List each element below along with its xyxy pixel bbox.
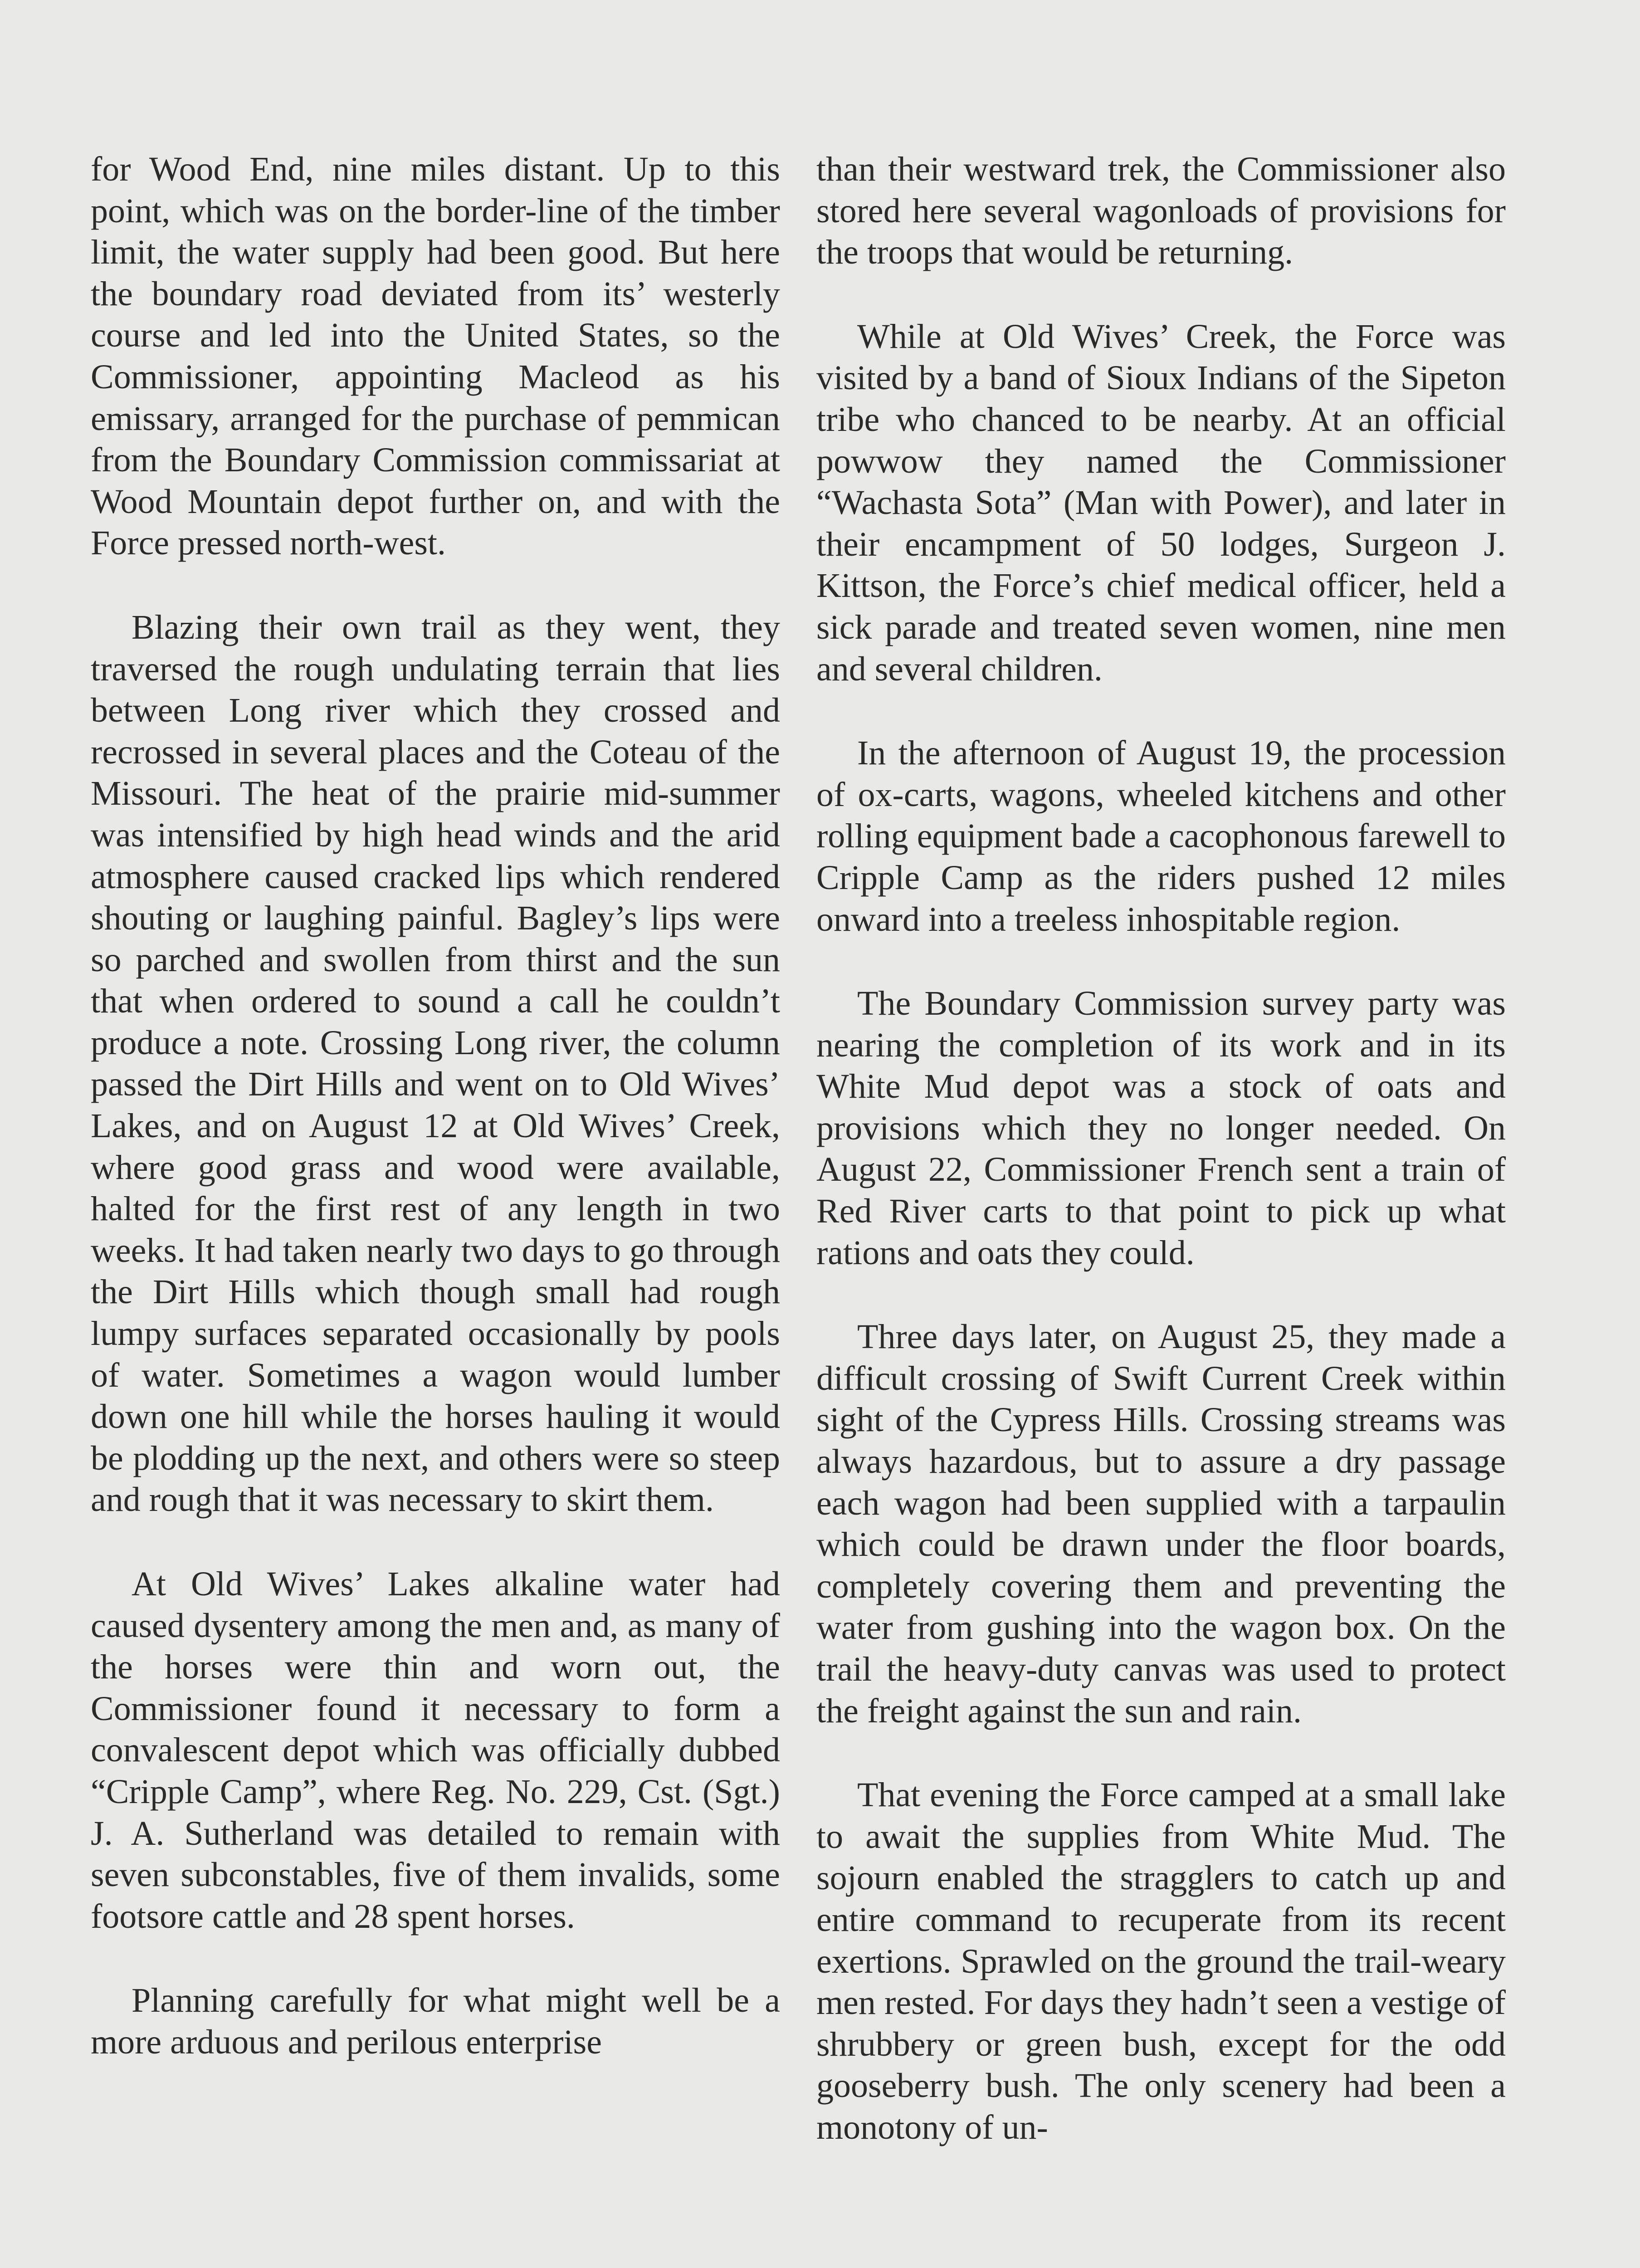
paragraph: for Wood End, nine miles distant. Up to this point, which was on the border-line of the timber limit, the water supply had been good. But here the boundary road deviated from its’ westerly course and led into the United States, so the Commissioner, appointing Macleod as his emissary, arranged for the purchase of pemmican from the Boundary Commission commissariat at Wood Mountain depot further on, and with the Force pressed north-west. [91, 150, 780, 562]
paragraph: While at Old Wives’ Creek, the Force was visited by a band of Sioux Indians of the Sipeton tribe who chanced to be nearby. At an official powwow they named the Commissioner “Wachasta Sota” (Man with Power), and later in their encampment of 50 lodges, Surgeon J. Kittson, the Force’s chief medical officer, held a sick parade and treated seven women, nine men and several children. [816, 317, 1506, 688]
paragraph: Blazing their own trail as they went, they traversed the rough undulating terrain that lies between Long river which they crossed and recrossed in several places and the Coteau of the Missouri. The heat of the prairie mid-summer was intensified by high head winds and the arid atmosphere caused cracked lips which rendered shouting or laughing painful. Bagley’s lips were so parched and swollen from thirst and the sun that when ordered to sound a call he couldn’t produce a note. Crossing Long river, the column passed the Dirt Hills and went on to Old Wives’ Lakes, and on August 12 at Old Wives’ Creek, where good grass and wood were available, halted for the first rest of any length in two weeks. It had taken nearly two days to go through the Dirt Hills which though small had rough lumpy surfaces separated occasionally by pools of water. Sometimes a wagon would lumber down one hill while the horses hauling it would be plodding up the next, and others were so steep and rough that it was necessary to skirt them. [91, 608, 780, 1519]
paragraph: That evening the Force camped at a small lake to await the supplies from White Mud. The sojourn enabled the stragglers to catch up and entire command to recuperate from its recent exertions. Sprawled on the ground the trail-weary men rested. For days they hadn’t seen a vestige of shrubbery or green bush, except for the odd gooseberry bush. The only scenery had been a monotony of un- [816, 1776, 1506, 2146]
paragraph: Planning carefully for what might well be a more arduous and perilous enterprise [91, 1981, 780, 2061]
paragraph: At Old Wives’ Lakes alkaline water had caused dysentery among the men and, as many of the horses were thin and worn out, the Commissioner found it necessary to form a convalescent depot which was officially dubbed “Cripple Camp”, where Reg. No. 229, Cst. (Sgt.) J. A. Sutherland was detailed to remain with seven subconstables, five of them invalids, some footsore cattle and 28 spent horses. [91, 1565, 780, 1936]
left-column [91, 149, 780, 2106]
paragraph: In the afternoon of August 19, the procession of ox-carts, wagons, wheeled kitchens and other rolling equipment bade a cacophonous farewell to Cripple Camp as the riders pushed 12 miles onward into a treeless inhospitable region. [816, 734, 1506, 938]
paragraph: than their westward trek, the Commissioner also stored here several wagonloads of provisions for the troops that would be returning. [816, 150, 1506, 272]
right-column [816, 149, 1506, 2191]
paragraph: Three days later, on August 25, they made a difficult crossing of Swift Current Creek within sight of the Cypress Hills. Crossing streams was always hazardous, but to assure a dry passage each wagon had been supplied with a tarpaulin which could be drawn under the floor boards, completely covering them and preventing the water from gushing into the wagon box. On the trail the heavy-duty canvas was used to protect the freight against the sun and rain. [816, 1318, 1506, 1730]
paragraph: The Boundary Commission survey party was nearing the completion of its work and in its White Mud depot was a stock of oats and provisions which they no longer needed. On August 22, Commissioner French sent a train of Red River carts to that point to pick up what rations and oats they could. [816, 984, 1506, 1272]
